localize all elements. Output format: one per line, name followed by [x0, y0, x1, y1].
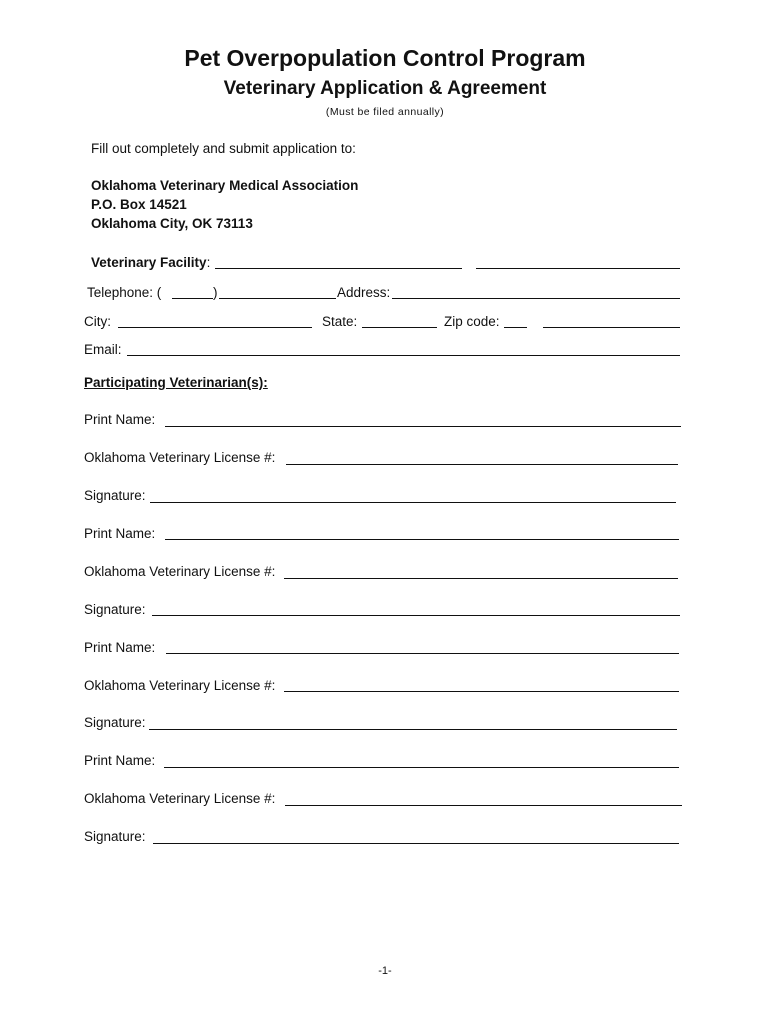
- facility-label-colon: :: [206, 255, 211, 270]
- vet2-license-field[interactable]: [284, 578, 678, 579]
- page-number: -1-: [378, 965, 392, 977]
- vet2-signature-label: Signature:: [84, 602, 146, 617]
- state-label: State:: [322, 314, 358, 329]
- vet4-print-name-field[interactable]: [164, 767, 679, 768]
- city-label: City:: [84, 314, 111, 329]
- page-title: Pet Overpopulation Control Program: [184, 45, 586, 71]
- state-field[interactable]: [362, 327, 437, 328]
- vet3-print-name-field[interactable]: [166, 653, 679, 654]
- vet4-license-label: Oklahoma Veterinary License #:: [84, 791, 276, 806]
- zip-label: Zip code:: [444, 314, 500, 329]
- telephone-area-code-field[interactable]: [172, 298, 213, 299]
- vet4-print-name-label: Print Name:: [84, 753, 156, 768]
- vet3-license-field[interactable]: [284, 691, 679, 692]
- vet3-print-name-label: Print Name:: [84, 640, 156, 655]
- vet1-signature-field[interactable]: [150, 502, 676, 503]
- vet1-print-name-field[interactable]: [165, 426, 681, 427]
- address-label: Address:: [337, 285, 391, 300]
- vet4-signature-label: Signature:: [84, 829, 146, 844]
- facility-label: [91, 255, 210, 270]
- org-name: Oklahoma Veterinary Medical Association: [91, 178, 359, 193]
- vet1-license-field[interactable]: [286, 464, 678, 465]
- org-city: Oklahoma City, OK 73113: [91, 216, 253, 231]
- address-field[interactable]: [392, 298, 680, 299]
- veterinarians-heading: Participating Veterinarian(s):: [84, 375, 268, 390]
- org-pobox: P.O. Box 14521: [91, 197, 187, 212]
- zip-field[interactable]: [504, 327, 527, 328]
- facility-name-field-2[interactable]: [476, 268, 680, 269]
- telephone-label-open: Telephone: (: [87, 285, 162, 300]
- vet2-signature-field[interactable]: [152, 615, 680, 616]
- vet4-license-field[interactable]: [285, 805, 682, 806]
- page-subtitle: Veterinary Application & Agreement: [223, 78, 547, 99]
- zip-extension-field[interactable]: [543, 327, 680, 328]
- vet4-signature-field[interactable]: [153, 843, 679, 844]
- telephone-label-close: ): [213, 285, 218, 300]
- vet2-license-label: Oklahoma Veterinary License #:: [84, 564, 276, 579]
- email-label: Email:: [84, 342, 122, 357]
- vet2-print-name-label: Print Name:: [84, 526, 156, 541]
- telephone-number-field[interactable]: [219, 298, 336, 299]
- city-field[interactable]: [118, 327, 312, 328]
- vet1-print-name-label: Print Name:: [84, 412, 156, 427]
- vet1-signature-label: Signature:: [84, 488, 146, 503]
- submit-instructions: Fill out completely and submit application to:: [91, 141, 356, 156]
- facility-label-text: Veterinary Facility: [91, 255, 207, 270]
- facility-name-field[interactable]: [215, 268, 462, 269]
- vet1-license-label: Oklahoma Veterinary License #:: [84, 450, 276, 465]
- vet3-signature-label: Signature:: [84, 715, 146, 730]
- vet3-license-label: Oklahoma Veterinary License #:: [84, 678, 276, 693]
- filing-note: (Must be filed annually): [325, 106, 445, 118]
- vet2-print-name-field[interactable]: [165, 539, 679, 540]
- vet3-signature-field[interactable]: [149, 729, 677, 730]
- email-field[interactable]: [127, 355, 680, 356]
